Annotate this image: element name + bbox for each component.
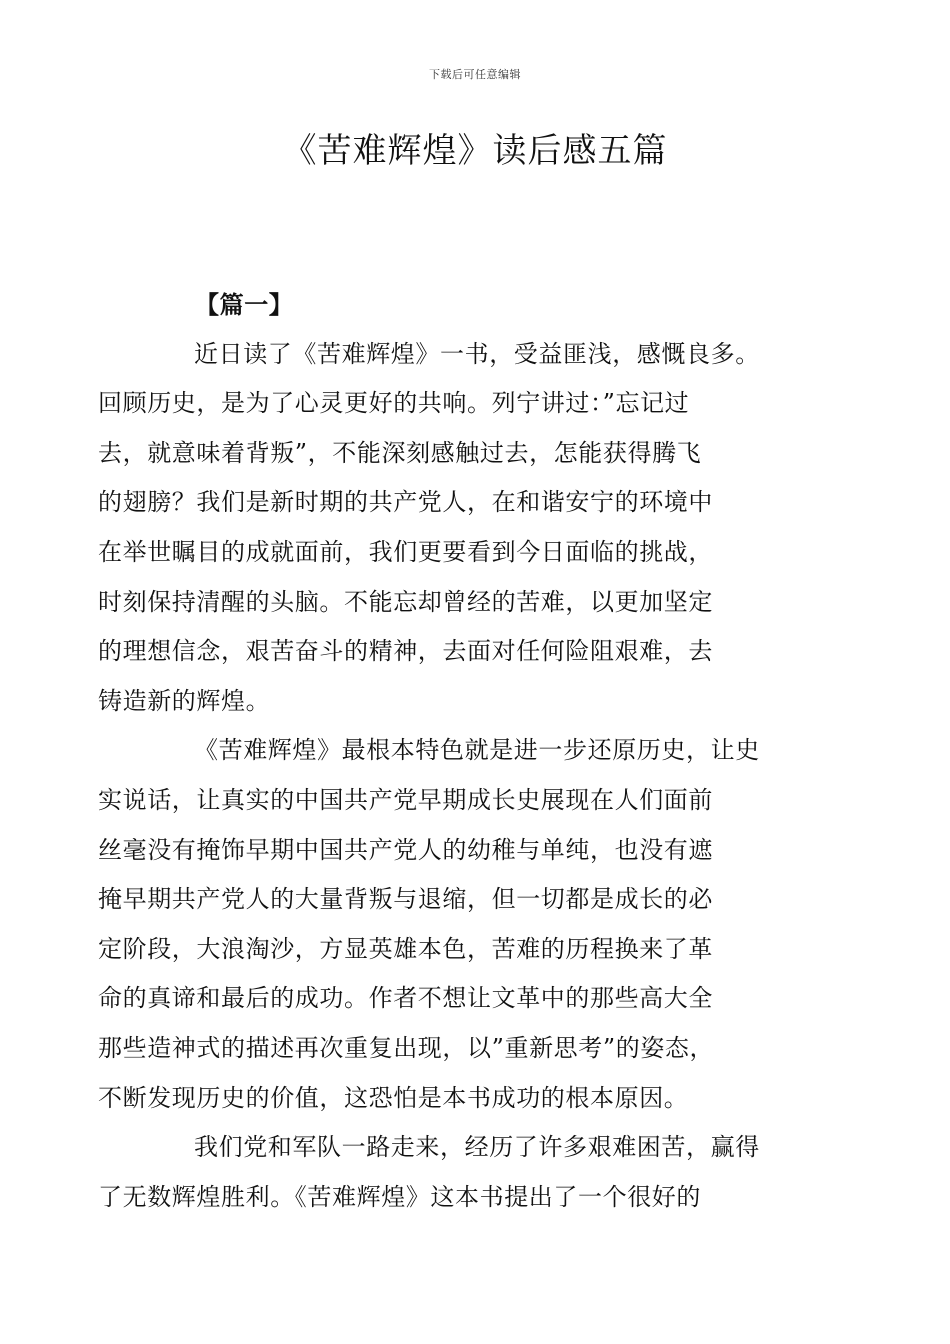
header-note: 下载后可任意编辑 bbox=[429, 68, 521, 81]
text-line: 在举世瞩目的成就面前，我们更要看到今日面临的挑战， bbox=[98, 537, 713, 566]
text-line: 掩早期共产党人的大量背叛与退缩，但一切都是成长的必 bbox=[98, 885, 713, 914]
text-line: 的翅膀？我们是新时期的共产党人，在和谐安宁的环境中 bbox=[98, 488, 713, 517]
document-body bbox=[98, 280, 806, 1222]
text-line: 命的真谛和最后的成功。作者不想让文革中的那些高大全 bbox=[98, 984, 713, 1013]
text-line: 了无数辉煌胜利。《苦难辉煌》这本书提出了一个很好的 bbox=[98, 1182, 701, 1211]
text-line: 时刻保持清醒的头脑。不能忘却曾经的苦难，以更加坚定 bbox=[98, 587, 713, 616]
text-line: 实说话，让真实的中国共产党早期成长史展现在人们面前 bbox=[98, 785, 713, 814]
text-line: 不断发现历史的价值，这恐怕是本书成功的根本原因。 bbox=[98, 1083, 689, 1112]
text-line: 铸造新的辉煌。 bbox=[98, 686, 271, 715]
text-line: 丝毫没有掩饰早期中国共产党人的幼稚与单纯，也没有遮 bbox=[98, 835, 713, 864]
paragraph-1 bbox=[98, 330, 806, 727]
document-title: 《苦难辉煌》读后感五篇 bbox=[282, 131, 668, 171]
text-line: 那些造神式的描述再次重复出现，以”重新思考”的姿态， bbox=[98, 1033, 715, 1062]
paragraph-2 bbox=[98, 726, 806, 1123]
text-line: 我们党和军队一路走来，经历了许多艰难困苦，赢得 bbox=[194, 1133, 760, 1162]
text-line: 回顾历史，是为了心灵更好的共响。列宁讲过：”忘记过 bbox=[98, 389, 690, 418]
section-heading: 【篇一】 bbox=[195, 290, 294, 319]
paragraph-3 bbox=[98, 1123, 806, 1222]
text-line: 《苦难辉煌》最根本特色就是进一步还原历史，让史 bbox=[194, 736, 760, 765]
text-line: 去，就意味着背叛”，不能深刻感触过去，怎能获得腾飞 bbox=[98, 438, 702, 467]
text-line: 定阶段，大浪淘沙，方显英雄本色，苦难的历程换来了革 bbox=[98, 934, 713, 963]
text-line: 的理想信念，艰苦奋斗的精神，去面对任何险阻艰难，去 bbox=[98, 637, 713, 666]
text-line: 近日读了《苦难辉煌》一书，受益匪浅，感慨良多。 bbox=[194, 339, 760, 368]
